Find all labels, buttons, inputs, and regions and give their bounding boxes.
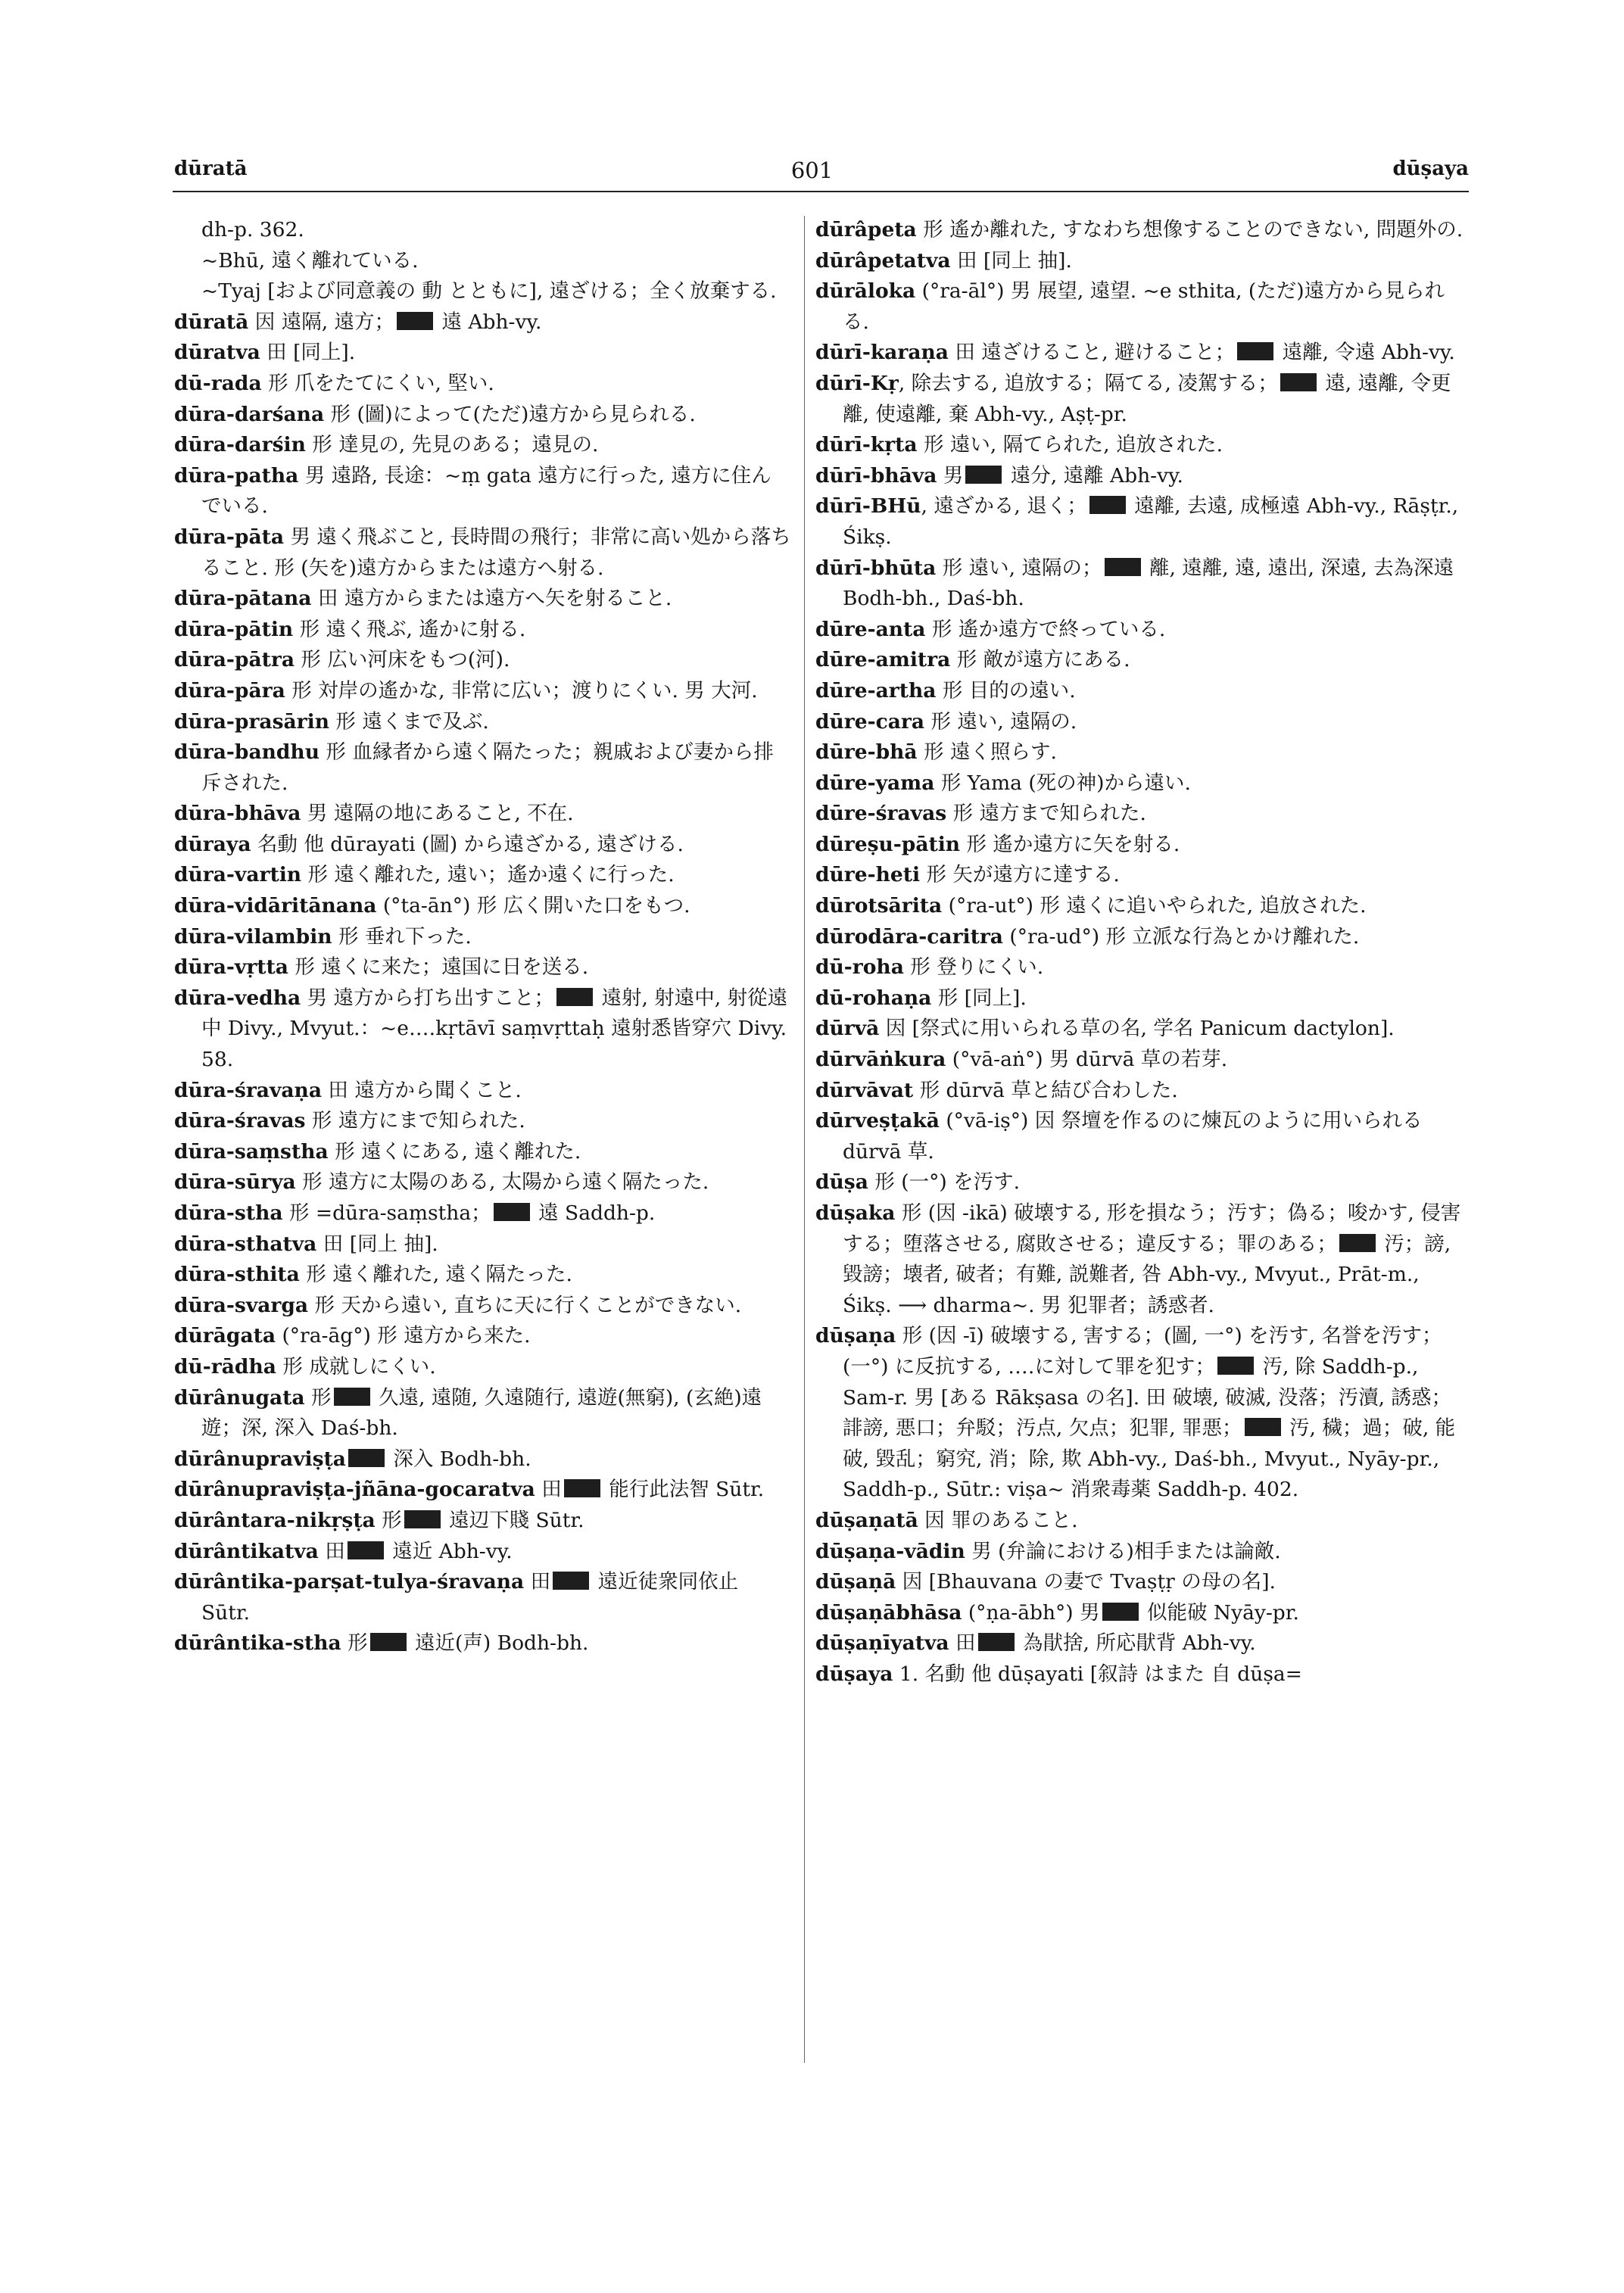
entry-definition: 田 [同上 抽]. [316,1232,438,1256]
dictionary-entry [174,891,791,922]
entry-definition: (°ṇa-ābh°) 男 [962,1600,1100,1625]
entry-headword: dūra-saṃstha [174,1139,329,1164]
running-head-left: dūratā [174,157,248,180]
entry-definition: (°ra-āg°) 形 遠方から来た. [276,1324,531,1348]
entry-definition: 形 遙か遠方に矢を射る. [960,832,1180,856]
entry-definition: 形 [同上]. [931,986,1027,1010]
entry-headword: dūre-bhā [815,740,918,765]
entry-definition: 形 達見の, 先見のある；遠見の. [305,433,599,457]
entry-headword: dūra-vidāritānana [174,894,377,918]
dictionary-entry [815,737,1469,768]
translation-label-mark [965,466,1002,484]
entry-translation: 遠離, 去遠, 成極遠 Abh-vy., Rāṣṭr., Śikṣ. [843,494,1465,549]
entry-translation: 遠射, 射遠中, 射從遠中 Divy., Mvyut.：~e‥‥kṛtāvī saṃvṛttaḥ 遠射悉皆穿穴 Divy. 58. [201,986,793,1072]
translation-label-mark [334,1388,370,1406]
entry-definition: 形 Yama (死の神)から遠い. [934,771,1191,795]
entry-definition: dh-p. 362. [201,218,304,241]
entry-definition: 形 遠い, 遠隔の； [936,556,1102,580]
entry-headword: dū-roha [815,955,904,980]
entry-headword: dūra-vedha [174,986,301,1010]
entry-definition: 形 遙か離れた, すなわち想像することのできない, 問題外の. [916,218,1463,241]
entry-definition: 田 [同上 抽]. [950,248,1072,273]
dictionary-entry [174,246,791,277]
dictionary-entry [174,1383,791,1444]
entry-translation: 離, 遠離, 遠, 遠出, 深遠, 去為深遠 Bodh-bh., Daś-bh. [843,556,1460,611]
entry-headword: dūra-bandhu [174,740,320,765]
entry-definition: 形 目的の遠い. [936,678,1076,703]
entry-translation: 遠分, 遠離 Abh-vy. [1004,463,1183,488]
entry-translation: 遠 Saddh-p. [531,1201,656,1225]
translation-label-mark [494,1203,530,1221]
translation-label-mark [1102,1603,1139,1621]
entry-definition: 因 罪のあること. [918,1508,1078,1532]
left-column [174,215,791,1659]
entry-definition: 形 遙か遠方で終っている. [925,617,1166,641]
entry-definition: 男 (弁論における)相手または論敵. [965,1539,1281,1563]
entry-headword: dūra-pātin [174,617,294,641]
dictionary-entry [815,1167,1469,1198]
entry-definition: 形 [375,1508,402,1532]
entry-definition: 男 遠隔の地にあること, 不在. [301,802,574,826]
dictionary-entry [815,1537,1469,1568]
dictionary-entry [815,1045,1469,1076]
entry-definition: (°ta-ān°) 形 広く開いた口をもつ. [376,894,690,918]
dictionary-entry [174,400,791,431]
entry-definition: 形 =dūra-saṃstha； [282,1201,491,1225]
dictionary-entry [174,1198,791,1229]
entry-headword: dūrânugata [174,1385,305,1410]
entry-definition: 形 遠方に太陽のある, 太陽から遠く隔たった. [295,1170,709,1195]
dictionary-entry [174,615,791,646]
entry-definition: 形 敵が遠方にある. [950,648,1130,672]
running-head-right: dūṣaya [1392,157,1469,180]
entry-headword: dūra-vṛtta [174,955,288,980]
entry-definition: (°ra-āl°) 男 展望, 遠望. ~e sthita, (ただ)遠方から見られる. [843,279,1445,334]
entry-headword: dūrvā [815,1017,880,1041]
dictionary-entry [174,522,791,584]
entry-headword: dūrī-bhūta [815,556,937,580]
entry-headword: dūra-patha [174,463,299,488]
dictionary-entry [815,1628,1469,1659]
entry-headword: dūratā [174,310,249,334]
dictionary-entry [815,246,1469,277]
dictionary-entry [815,338,1469,369]
entry-definition: 形 登りにくい. [903,955,1044,980]
entry-headword: dūṣaṇīyatva [815,1631,949,1656]
entry-translation: 遠辺下賤 Sūtr. [442,1508,584,1532]
entry-definition: ~Tyaj [および同意義の 動 とともに], 遠ざける；全く放棄する. [201,279,777,304]
translation-label-mark [978,1633,1015,1651]
dictionary-entry [815,215,1469,246]
dictionary-entry [174,983,791,1076]
entry-headword: dūre-cara [815,709,925,734]
entry-headword: dūraya [174,832,251,856]
entry-headword: dūrvāvat [815,1078,914,1102]
entry-headword: dūreṣu-pātin [815,832,961,856]
entry-definition: 形 爪をたてにくい, 堅い. [261,371,494,395]
entry-translation: 汚；謗, 毀謗；壊者, 破者；有難, 説難者, 咎 Abh-vy., Mvyut., Prāt-m., Śikṣ. ⟶ dharma~. 男 犯罪者；誘惑者. [843,1232,1457,1317]
entry-headword: dūrī-kṛta [815,433,918,457]
entry-headword: dūṣaṇa [815,1324,896,1348]
dictionary-entry [174,584,791,615]
entry-headword: dūra-sūrya [174,1170,296,1195]
entry-headword: dūrântara-nikṛṣṭa [174,1508,376,1532]
dictionary-entry [815,1076,1469,1107]
dictionary-entry [174,461,791,522]
dictionary-entry [815,645,1469,676]
entry-definition: 田 遠ざけること, 避けること； [948,341,1236,365]
entry-definition: 形 [341,1631,368,1656]
entry-headword: dūṣaṇā [815,1570,896,1594]
dictionary-entry [174,1076,791,1107]
dictionary-entry [174,307,791,338]
entry-definition: 1. 名動 他 dūṣayati [叙詩 はまた 自 dūṣa= [893,1662,1302,1686]
entry-definition: 形 対岸の遙かな, 非常に広い；渡りにくい. 男 大河. [285,678,758,703]
entry-headword: dūratva [174,341,260,365]
entry-definition: 形 遠方にまで知られた. [305,1109,525,1133]
entry-definition: 因 [祭式に用いられる草の名, 学名 Panicum dactylon]. [879,1017,1395,1041]
dictionary-entry [815,1321,1469,1506]
dictionary-entry [815,676,1469,707]
translation-label-mark [397,312,433,330]
entry-definition: 田 [524,1570,551,1594]
entry-definition: 形 [304,1385,332,1410]
dictionary-entry [174,1628,791,1659]
dictionary-entry [815,1659,1469,1690]
entry-definition: 男 遠方から打ち出すこと； [301,986,555,1010]
entry-headword: dūrveṣṭakā [815,1109,940,1133]
entry-headword: dūra-bhāva [174,802,301,826]
dictionary-entry [174,707,791,738]
entry-definition: 形 遠い, 隔てられた, 追放された. [917,433,1223,457]
entry-headword: dūra-stha [174,1201,283,1225]
entry-definition: 男 遠路, 長途：~ṃ gata 遠方に行った, 遠方に住んでいる. [201,463,771,519]
dictionary-entry [174,1506,791,1537]
entry-definition: 田 [949,1631,976,1656]
dictionary-entry [815,615,1469,646]
entry-translation: 遠離, 令遠 Abh-vy. [1276,341,1455,365]
entry-translation: 汚, 穢；過；破, 能破, 毀乱；窮究, 消；除, 欺 Abh-vy., Daś-bh., Mvyut., Nyāy-pr., Saddh-p., Sūtr.: viṣa~ 消衆毒薬 Saddh-p. 402. [843,1416,1456,1502]
dictionary-entry [174,830,791,861]
entry-headword: dū-rada [174,371,262,395]
entry-definition: 男 [937,463,964,488]
dictionary-entry [174,276,791,307]
entry-headword: dūra-svarga [174,1293,309,1317]
translation-label-mark [1245,1418,1281,1436]
entry-definition: 形 遠方まで知られた. [946,802,1146,826]
dictionary-entry [815,1106,1469,1167]
entry-headword: dūrânupraviṣṭa [174,1447,346,1471]
dictionary-entry [174,1321,791,1352]
dictionary-entry [815,983,1469,1014]
entry-headword: dūra-pātana [174,587,312,611]
dictionary-entry [815,553,1469,615]
entry-definition: 形 矢が遠方に達する. [920,863,1120,887]
entry-definition: 形 成就しにくい. [276,1354,436,1379]
dictionary-entry [174,369,791,400]
dictionary-entry [815,860,1469,891]
entry-definition: (°vā-aṅ°) 男 dūrvā 草の若芽. [946,1048,1228,1072]
entry-translation: 久遠, 遠随, 久遠随行, 遠遊(無窮), (玄絶)遠遊；深, 深入 Daś-bh. [201,1385,762,1441]
entry-definition: 因 [Bhauvana の妻で Tvaṣṭṛ の母の名]. [896,1570,1276,1594]
entry-translation: 遠, 遠離, 令更離, 使遠離, 棄 Abh-vy., Aṣṭ-pr. [843,371,1451,426]
entry-headword: dūra-śravas [174,1109,306,1133]
entry-translation: 汚, 除 Saddh-p., Sam-r. 男 [ある Rākṣasa の名]. 田 破壊, 破滅, 没落；汚瀆, 誘惑；誹謗, 悪口；弁駁；汚点, 欠点；犯罪, 罪悪； [843,1354,1452,1441]
entry-headword: dūra-darśin [174,433,306,457]
translation-label-mark [348,1449,385,1467]
dictionary-entry [815,768,1469,799]
entry-translation: 遠近(声) Bodh-bh. [408,1631,589,1656]
entry-definition: , 遠ざかる, 退く； [921,494,1087,519]
dictionary-entry [815,952,1469,983]
entry-headword: dūra-prasārin [174,709,329,734]
dictionary-entry [174,645,791,676]
entry-headword: dūrântika-stha [174,1631,341,1656]
entry-headword: dūrâpeta [815,218,917,241]
entry-definition: , 除去する, 追放する；隔てる, 凌駕する； [898,371,1278,395]
entry-headword: dūṣaṇa-vādin [815,1539,965,1563]
entry-definition: 田 [同上]. [260,341,356,365]
dictionary-entry [815,1014,1469,1045]
entry-definition: 田 遠方からまたは遠方へ矢を射ること. [311,587,672,611]
entry-definition: 形 遠くにある, 遠く離れた. [328,1139,581,1164]
translation-label-mark [370,1633,407,1651]
dictionary-entry [174,799,791,830]
entry-headword: dūrāgata [174,1324,276,1348]
entry-headword: dūrī-karaṇa [815,341,949,365]
entry-headword: dūra-sthita [174,1263,300,1287]
entry-headword: dūrântika-parṣat-tulya-śravaṇa [174,1570,525,1594]
entry-definition: 形 (因 -ī) 破壊する, 害する；(圖, 一°) を汚す, 名誉を汚す；(一°) に反抗する, ‥‥に対して罪を犯す； [843,1324,1442,1379]
entry-translation: 能行此法智 Sūtr. [602,1478,765,1502]
dictionary-entry [174,1444,791,1475]
dictionary-entry [174,1475,791,1506]
dictionary-entry [815,1198,1469,1321]
dictionary-entry [174,922,791,953]
entry-translation: 似能破 Nyāy-pr. [1140,1600,1299,1625]
dictionary-entry [815,461,1469,492]
dictionary-entry [815,891,1469,922]
translation-label-mark [1339,1234,1376,1252]
entry-definition: 形 垂れ下った. [332,924,472,949]
entry-definition: (°ra-ut°) 形 遠くに追いやられた, 追放された. [942,894,1367,918]
dictionary-entry [815,707,1469,738]
entry-headword: dūre-anta [815,617,926,641]
entry-headword: dūre-śravas [815,802,947,826]
entry-headword: dūrī-Kṛ [815,371,899,395]
entry-definition: ~Bhū, 遠く離れている. [201,248,419,273]
entry-headword: dūrâpetatva [815,248,951,273]
entry-headword: dūrī-bhāva [815,463,937,488]
entry-definition: 形 (圖)によって(ただ)遠方から見られる. [324,402,696,426]
entry-definition: 形 dūrvā 草と結び合わした. [913,1078,1178,1102]
entry-headword: dūre-artha [815,678,937,703]
dictionary-entry [815,491,1469,553]
dictionary-entry [174,860,791,891]
dictionary-entry [174,1260,791,1291]
dictionary-entry [174,952,791,983]
dictionary-entry [174,676,791,707]
entry-definition: 形 遠く飛ぶ, 遙かに射る. [293,617,526,641]
entry-definition: 名動 他 dūrayati (圖) から遠ざかる, 遠ざける. [251,832,684,856]
entry-headword: dūrāloka [815,279,916,304]
entry-headword: dūṣaka [815,1201,896,1225]
entry-definition: 形 遠く照らす. [917,740,1057,765]
entry-definition: 形 広い河床をもつ(河). [295,648,510,672]
entry-definition: 形 天から遠い, 直ちに天に行くことができない. [308,1293,742,1317]
header-rule [173,191,1469,192]
entry-definition: 因 遠隔, 遠方； [248,310,395,334]
entry-headword: dūrodāra-caritra [815,924,1003,949]
entry-definition: (°vā-iṣ°) 因 祭壇を作るのに煉瓦のように用いられる dūrvā 草. [843,1109,1429,1164]
entry-definition: 形 遠い, 遠隔の. [924,709,1077,734]
dictionary-entry [815,276,1469,338]
entry-definition: 田 [535,1478,562,1502]
entry-headword: dū-rohaṇa [815,986,932,1010]
dictionary-entry [815,1567,1469,1598]
dictionary-entry [174,1291,791,1322]
dictionary-entry [174,430,791,461]
entry-definition: 田 遠方から聞くこと. [322,1078,522,1102]
entry-headword: dūra-pāta [174,525,285,549]
dictionary-entry [174,737,791,799]
entry-definition: 形 遠くに来た；遠国に日を送る. [288,955,589,980]
entry-translation: 遠近 Abh-vy. [385,1539,513,1563]
dictionary-entry [174,1352,791,1383]
entry-headword: dūre-yama [815,771,935,795]
entry-headword: dūrotsārita [815,894,943,918]
translation-label-mark [1217,1357,1254,1375]
entry-headword: dūre-amitra [815,648,951,672]
entry-headword: dūra-pātra [174,648,295,672]
entry-definition: 形 遠く離れた, 遠く隔たった. [299,1263,572,1287]
page-number: 601 [790,157,834,183]
entry-headword: dūrântikatva [174,1539,319,1563]
dictionary-entry [815,1598,1469,1629]
entry-headword: dūra-vartin [174,863,302,887]
entry-translation: 為猒捨, 所応猒背 Abh-vy. [1016,1631,1256,1656]
entry-headword: dūrânupraviṣṭa-jñāna-gocaratva [174,1478,535,1502]
dictionary-entry [815,369,1469,430]
right-column [815,215,1469,1690]
dictionary-entry [174,1137,791,1168]
entry-headword: dūra-śravaṇa [174,1078,322,1102]
translation-label-mark [1237,342,1273,360]
entry-headword: dūra-pāra [174,678,285,703]
translation-label-mark [564,1479,600,1497]
entry-definition: 男 遠く飛ぶこと, 長時間の飛行；非常に高い処から落ちること. 形 (矢を)遠方からまたは遠方へ射る. [201,525,791,580]
dictionary-entry [815,830,1469,861]
translation-label-mark [1089,496,1126,514]
dictionary-entry [815,1506,1469,1537]
entry-headword: dūre-heti [815,863,921,887]
entry-definition: 形 遠くまで及ぶ. [329,709,489,734]
dictionary-entry [815,922,1469,953]
entry-definition: 形 (因 -ikā) 破壊する, 形を損なう；汚す；偽る；唆かす, 侵害する；堕落させる, 腐敗させる；違反する；罪のある； [843,1201,1461,1256]
translation-label-mark [404,1510,441,1528]
entry-definition: (°ra-ud°) 形 立派な行為とかけ離れた. [1002,924,1360,949]
translation-label-mark [1105,558,1141,576]
translation-label-mark [553,1572,589,1590]
dictionary-entry [815,430,1469,461]
entry-definition: 形 血縁者から遠く隔たった；親戚および妻から排斥された. [201,740,774,795]
entry-headword: dūṣaṇābhāsa [815,1600,962,1625]
dictionary-entry [174,338,791,369]
entry-headword: dūrī-BHū [815,494,921,519]
translation-label-mark [556,988,593,1006]
entry-headword: dūra-vilambin [174,924,332,949]
entry-headword: dūrvāṅkura [815,1048,946,1072]
dictionary-entry [174,1567,791,1628]
entry-definition: 形 遠く離れた, 遠い；遙か遠くに行った. [301,863,675,887]
entry-definition: 田 [318,1539,345,1563]
dictionary-entry [174,1229,791,1260]
entry-headword: dūra-sthatva [174,1232,317,1256]
entry-headword: dūṣaṇatā [815,1508,918,1532]
dictionary-entry [174,1167,791,1198]
translation-label-mark [1280,373,1317,391]
entry-translation: 遠 Abh-vy. [435,310,542,334]
entry-translation: 深入 Bodh-bh. [386,1447,531,1471]
dictionary-entry [815,799,1469,830]
dictionary-entry [174,1106,791,1137]
entry-headword: dūṣa [815,1170,868,1195]
entry-headword: dūṣaya [815,1662,893,1686]
dictionary-entry [174,215,791,246]
entry-headword: dū-rādha [174,1354,276,1379]
entry-definition: 形 (一°) を汚す. [868,1170,1021,1195]
dictionary-entry [174,1537,791,1568]
entry-translation: 遠近徒衆同依止 Sūtr. [201,1570,745,1625]
translation-label-mark [348,1541,384,1559]
column-divider [804,216,805,2063]
entry-headword: dūra-darśana [174,402,325,426]
